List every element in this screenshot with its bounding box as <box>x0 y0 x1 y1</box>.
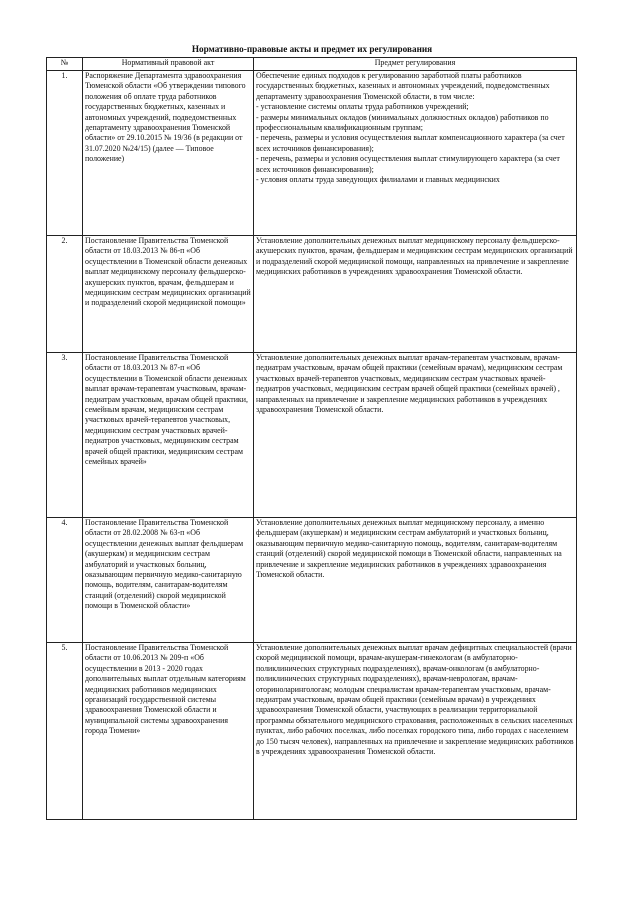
subject-line: Установление дополнительных денежных выплат врачам дефицитных специальностей (врачи скорой медицинской помощи, врачам-акушерам-гинекологам (в амбулаторно-поликлинических структурных подразделениях), врачам-онкологам (в амбулаторно-поликлинических структурных подразделениях), врачам-неврологам, врачам-оториноларингологам; молодым специалистам врачам-терапевтам участковым, врачам-педиатрам участковым, врачам общей практики (семейным врачам) в учреждениях здравоохранения Тюменской области, участвующих в реализации территориальной программы обязательного медицинского страхования, расположенных в сельских населенных пунктах, либо рабочих поселках, либо поселках городского типа, либо городах с населением до 150 тысяч человек), направленных на привлечение и закрепление медицинских работников в учреждениях здравоохранения Тюменской области. <box>256 643 574 757</box>
row-subject <box>254 353 577 518</box>
row-subject <box>254 71 577 236</box>
subject-line: - условия оплаты труда заведующих филиалами и главных медицинских <box>256 175 500 185</box>
row-act: Постановление Правительства Тюменской области от 10.06.2013 № 209-п «Об осуществлении в 2013 - 2020 годах дополнительных выплат отдельным категориям медицинских работников медицинских организаций государственной системы здравоохранения Тюменской области и муниципальной системы здравоохранения города Тюмени» <box>83 643 254 820</box>
table-row <box>47 71 577 236</box>
table-row <box>47 643 577 820</box>
row-number: 3. <box>47 353 83 518</box>
row-subject <box>254 643 577 820</box>
subject-line: Установление дополнительных денежных выплат медицинскому персоналу, а именно фельдшерам (акушеркам) и медицинским сестрам амбулаторий и участковых больниц, оказывающим первичную медико-санитарную помощь, водителям, санитарам-водителям станций (отделений) скорой медицинской помощи в Тюменской области, направленных на привлечение и закрепление медицинских работников в учреждениях здравоохранения Тюменской области. <box>256 518 562 580</box>
subject-line: - перечень, размеры и условия осуществления выплат стимулирующего характера (за счет всех источников финансирования); <box>256 154 560 174</box>
row-act: Постановление Правительства Тюменской области от 18.03.2013 № 86-п «Об осуществлении в Тюменской области денежных выплат медицинскому персоналу фельдшерско-акушерских пунктов, врачам, фельдшерам и медицинским сестрам медицинских организаций и подразделений скорой медицинской помощи» <box>83 236 254 353</box>
row-act: Распоряжение Департамента здравоохранения Тюменской области «Об утверждении типового положения об оплате труда работников государственных бюджетных, казенных и автономных учреждений, подведомственных департаменту здравоохранения Тюменской области» от 29.10.2015 № 19/36 (в редакции от 31.07.2020 №24/15) (далее — Типовое положение) <box>83 71 254 236</box>
row-subject <box>254 236 577 353</box>
header-num: № <box>47 58 83 71</box>
row-number: 2. <box>47 236 83 353</box>
row-number: 4. <box>47 518 83 643</box>
row-act: Постановление Правительства Тюменской области от 28.02.2008 № 63-п «Об осуществлении денежных выплат фельдшерам (акушеркам) и медицинским сестрам амбулаторий и участковых больниц, оказывающим первичную медико-санитарную помощь, водителям, санитарам-водителям станций (отделений) скорой медицинской помощи в Тюменской области» <box>83 518 254 643</box>
subject-line: - перечень, размеры и условия осуществления выплат компенсационного характера (за счет всех источников финансирования); <box>256 133 565 153</box>
table-row <box>47 518 577 643</box>
regulations-table <box>46 57 577 820</box>
table-header-row <box>47 58 577 71</box>
page-title: Нормативно-правовые акты и предмет их регулирования <box>191 44 433 54</box>
row-subject <box>254 518 577 643</box>
row-number: 1. <box>47 71 83 236</box>
subject-line: Установление дополнительных денежных выплат врачам-терапевтам участковым, врачам-педиатрам участковым, врачам общей практики (семейным врачам), медицинским сестрам участковых врачей-терапевтов участковых, медицинским сестрам участковых врачей-педиатров участковых, медицинским сестрам врачей общей практики (семейных врачей) , направленных на привлечение и закрепление медицинских работников в учреждениях здравоохранения Тюменской области. <box>256 353 563 415</box>
subject-line: Установление дополнительных денежных выплат медицинскому персоналу фельдшерско-акушерских пунктов, врачам, фельдшерам и медицинским сестрам медицинских организаций и подразделений скорой медицинской помощи, направленных на привлечение и закрепление медицинских работников в учреждениях здравоохранения Тюменской области. <box>256 236 573 277</box>
subject-line: Обеспечение единых подходов к регулированию заработной платы работников государственных бюджетных, казенных и автономных учреждений, подведомственных департаменту здравоохранения Тюменской области, в том числе: <box>256 71 550 101</box>
header-act: Нормативный правовой акт <box>83 58 254 71</box>
row-number: 5. <box>47 643 83 820</box>
table-row <box>47 353 577 518</box>
subject-line: - установление системы оплаты труда работников учреждений; <box>256 102 469 112</box>
row-act: Постановление Правительства Тюменской области от 18.03.2013 № 87-п «Об осуществлении в Тюменской области денежных выплат врачам-терапевтам участковым, врачам-педиатрам участковым, врачам общей практики, семейным врачам, медицинским сестрам участковых врачей-терапевтов участковых, медицинским сестрам участковых врачей-педиатров участковых, медицинским сестрам врачей общей практики, медицинским сестрам семейных врачей» <box>83 353 254 518</box>
subject-line: - размеры минимальных окладов (минимальных должностных окладов) работников по профессиональным квалификационным группам; <box>256 112 549 133</box>
table-row <box>47 236 577 353</box>
header-subject: Предмет регулирования <box>254 58 577 71</box>
